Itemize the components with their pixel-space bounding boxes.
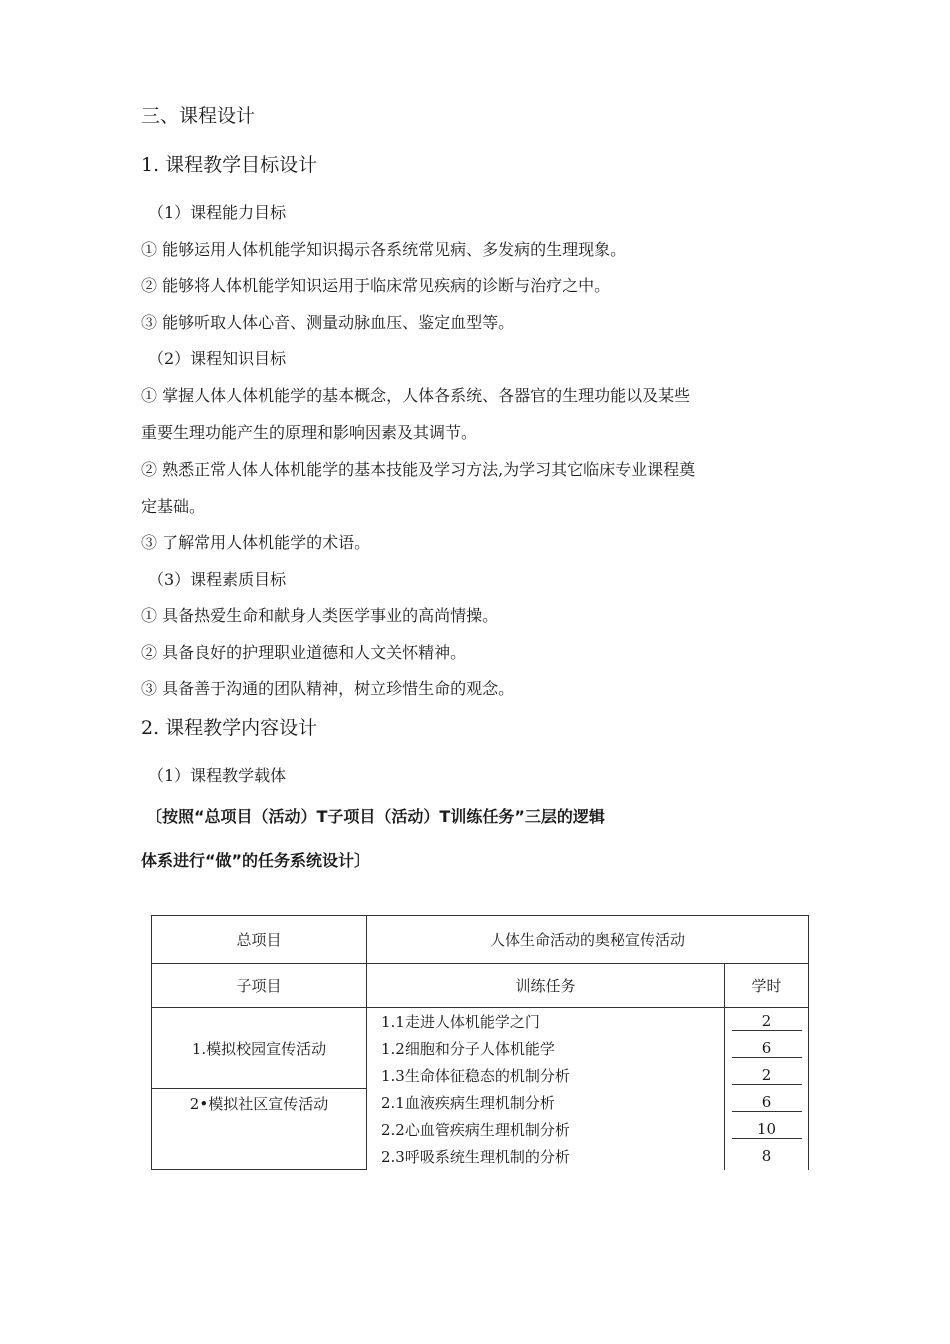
- hours-cell: [725, 1089, 809, 1116]
- design-note-line-1: 〔按照“总项目（活动）T子项目（活动）T训练任务”三层的逻辑: [146, 807, 605, 826]
- ability-heading: （1）课程能力目标: [148, 203, 287, 222]
- ability-item: ② 能够将人体机能学知识运用于临床常见疾病的诊断与治疗之中。: [141, 276, 611, 295]
- task-table: [151, 915, 809, 1170]
- knowledge-item: ① 掌握人体人体机能学的基本概念，人体各系统、各器官的生理功能以及某些: [141, 386, 691, 405]
- task-cell: 1.1走进人体机能学之门: [367, 1008, 725, 1035]
- quality-heading: （3）课程素质目标: [148, 570, 287, 589]
- task-cell: 2.2心血管疾病生理机制分析: [367, 1116, 725, 1143]
- hours-value: 6: [732, 1039, 802, 1058]
- heading-objectives: 1. 课程教学目标设计: [141, 154, 318, 176]
- quality-item: ① 具备热爱生命和献身人类医学事业的高尚情操。: [141, 606, 499, 625]
- section-title: 三、课程设计: [141, 105, 256, 127]
- header-label-cell: 总项目: [152, 916, 367, 964]
- knowledge-item: 重要生理功能产生的原理和影响因素及其调节。: [141, 423, 478, 442]
- knowledge-item: ② 熟悉正常人体人体机能学的基本技能及学习方法,为学习其它临床专业课程奠: [141, 460, 696, 479]
- hours-cell: [725, 1008, 809, 1035]
- group-name: 1.模拟校园宣传活动: [152, 1008, 367, 1089]
- hours-value: 6: [732, 1093, 802, 1112]
- task-cell: 2.3呼吸系统生理机制的分析: [367, 1143, 725, 1170]
- hours-cell: [725, 1035, 809, 1062]
- knowledge-heading: （2）课程知识目标: [148, 349, 287, 368]
- task-cell: 2.1血液疾病生理机制分析: [367, 1089, 725, 1116]
- knowledge-item: 定基础。: [141, 497, 206, 516]
- group-name: 2•模拟社区宣传活动: [152, 1089, 367, 1170]
- hours-value: 8: [761, 1147, 772, 1165]
- carrier-heading: （1）课程教学载体: [148, 766, 287, 785]
- quality-item: ② 具备良好的护理职业道德和人文关怀精神。: [141, 643, 467, 662]
- ability-item: ③ 能够听取人体心音、测量动脉血压、鉴定血型等。: [141, 313, 515, 332]
- hours-value: 2: [732, 1066, 802, 1085]
- header-value-cell: 人体生命活动的奥秘宣传活动: [367, 916, 809, 964]
- col-sub-header: 子项目: [152, 964, 367, 1008]
- ability-item: ① 能够运用人体机能学知识揭示各系统常见病、多发病的生理现象。: [141, 240, 627, 259]
- hours-value: 2: [732, 1012, 802, 1031]
- knowledge-item: ③ 了解常用人体机能学的术语。: [141, 533, 371, 552]
- task-cell: 1.3生命体征稳态的机制分析: [367, 1062, 725, 1089]
- col-hours-header: 学时: [725, 964, 809, 1008]
- hours-cell: [725, 1062, 809, 1089]
- heading-content: 2. 课程教学内容设计: [141, 717, 318, 739]
- design-note-line-2: 体系进行“做”的任务系统设计〕: [141, 851, 371, 870]
- hours-value: 10: [732, 1120, 802, 1139]
- col-task-header: 训练任务: [367, 964, 725, 1008]
- hours-cell: [725, 1116, 809, 1143]
- task-cell: 1.2细胞和分子人体机能学: [367, 1035, 725, 1062]
- hours-cell: [725, 1143, 809, 1170]
- quality-item: ③ 具备善于沟通的团队精神，树立珍惜生命的观念。: [141, 679, 515, 698]
